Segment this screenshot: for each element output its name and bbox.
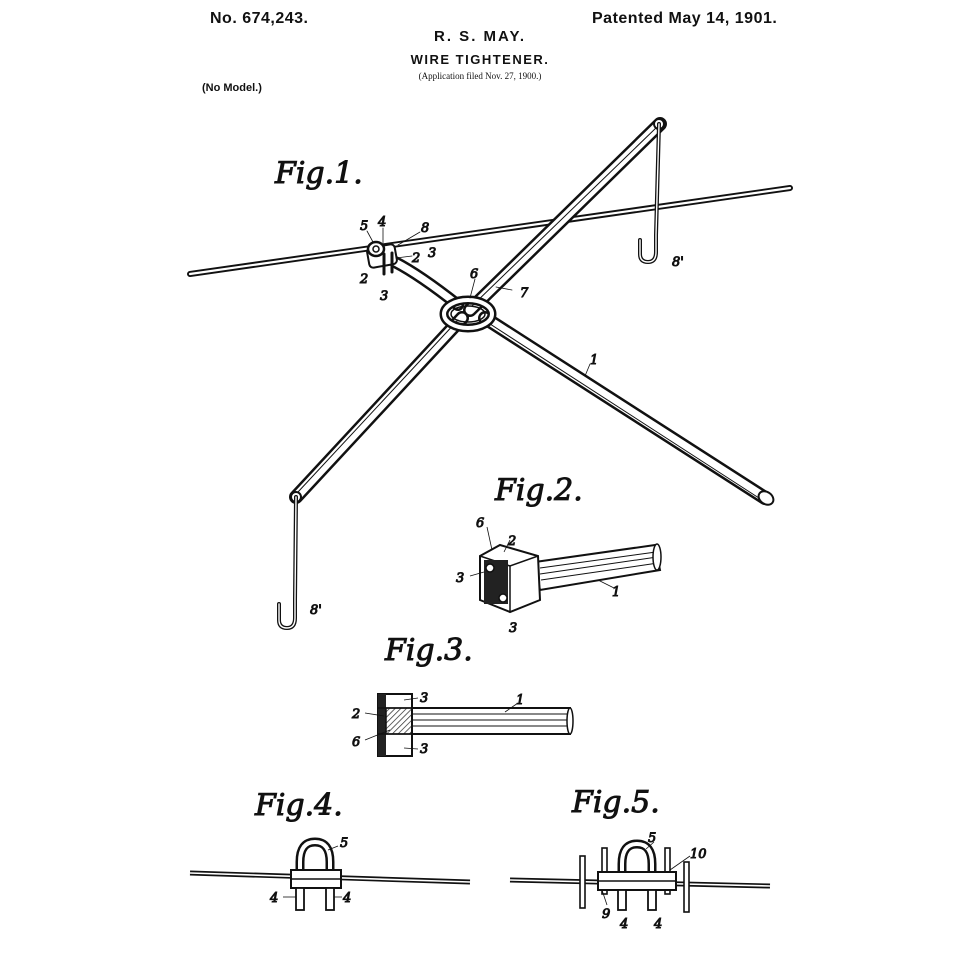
fig5-label: Fig.5. [572,785,660,820]
fig2-head-block [480,545,540,612]
fig3-label: Fig.3. [385,633,473,668]
fig1-ref-6: 6 [470,267,479,282]
application-date: (Application filed Nov. 27, 1900.) [418,71,542,81]
fig2-ref-6: 6 [476,516,485,531]
fig3-ref-2: 2 [352,707,361,722]
fig3-head [378,694,412,756]
fig1-ref-4: 4 [378,215,387,230]
patent-number: No. 674,243. [210,10,309,27]
fig5-ref-10: 10 [690,847,707,862]
fig1-ref-7: 7 [520,286,529,301]
fig4-u-bolt [291,842,341,910]
fig1-clamp [366,242,397,274]
figure-3 [351,633,573,757]
fig1-ref-1: 1 [590,353,599,368]
fig1-ref-8p-lower: 8' [310,603,322,618]
fig3-ref-3b: 3 [420,742,429,757]
fig1-ref-3b: 3 [380,289,389,304]
fig1-arm-lower-left [296,318,462,497]
fig3-bar [412,708,570,734]
fig4-label: Fig.4. [255,788,343,823]
fig3-ref-3a: 3 [420,691,429,706]
fig2-bar [535,545,660,590]
inventor-name: R. S. MAY. [434,28,526,45]
fig2-label: Fig.2. [495,473,583,508]
fig5-ref-5: 5 [648,831,657,846]
fig3-ref-6: 6 [352,735,361,750]
model-note: (No Model.) [202,82,262,94]
fig5-ref-4b: 4 [654,917,663,932]
fig1-shank [395,262,458,305]
fig4-ref-4b: 4 [343,891,352,906]
fig1-ref-3a: 3 [428,246,437,261]
fig1-lever-arm-upper [470,124,660,310]
fig2-ref-3b: 3 [509,621,518,636]
fig1-ref-5: 5 [360,219,369,234]
fig3-ref-1: 1 [516,693,525,708]
fig1-label: Fig.1. [275,156,363,191]
fig4-ref-5: 5 [340,836,349,851]
figure-2 [456,473,661,636]
fig1-ref-8p-upper: 8' [672,255,684,270]
fig2-ref-3a: 3 [456,571,465,586]
fig5-ref-9: 9 [602,907,611,922]
fig1-ref-2a: 2 [412,251,421,266]
figure-4 [190,788,470,910]
fig1-line-wire [190,188,790,274]
fig2-ref-2: 2 [508,534,517,549]
fig5-ref-4a: 4 [620,917,629,932]
invention-title: WIRE TIGHTENER. [410,52,550,67]
fig1-ref-2b: 2 [360,272,369,287]
fig1-ref-8: 8 [421,221,430,236]
patent-date: Patented May 14, 1901. [592,10,778,27]
figure-5 [510,785,770,932]
fig1-hook-lower [279,492,301,628]
fig2-ref-1: 1 [612,585,621,600]
fig4-ref-4a: 4 [270,891,279,906]
